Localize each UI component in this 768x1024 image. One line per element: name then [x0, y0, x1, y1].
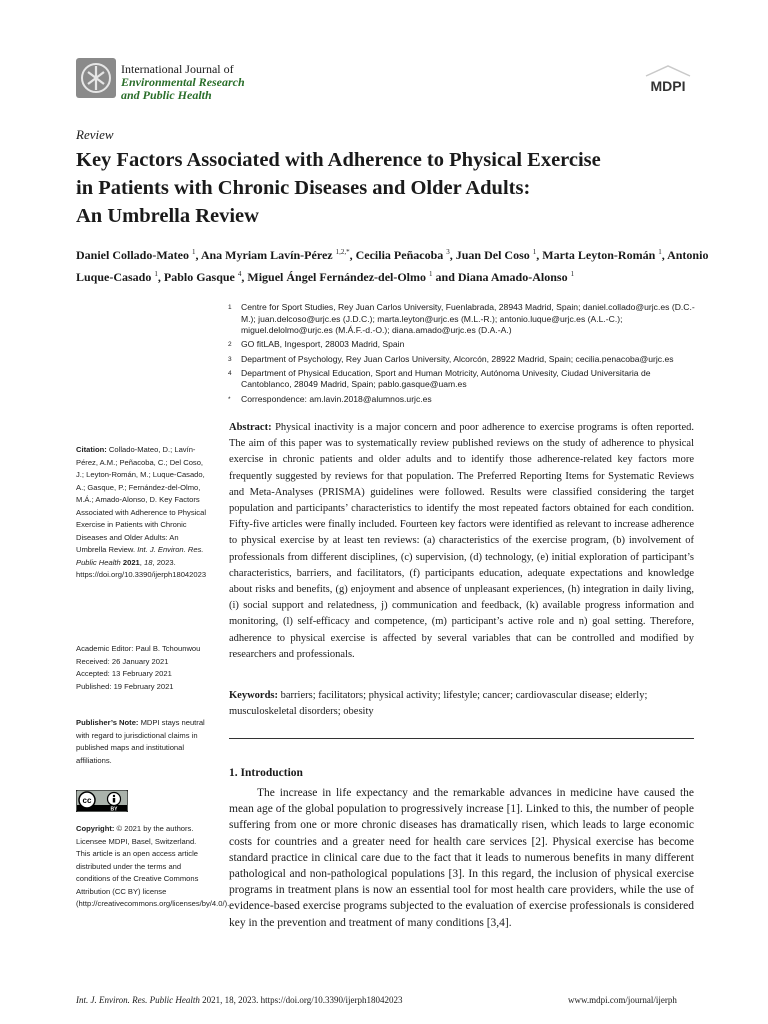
keywords-text: barriers; facilitators; physical activity; lifestyle; cancer; cardiovascular disease; elderly; musculoskeletal disorders; obesity: [229, 690, 648, 718]
footer-doi: 2021, 18, 2023. https://doi.org/10.3390/ijerph18042023: [199, 995, 403, 1005]
keywords-label: Keywords:: [229, 690, 278, 701]
affiliation: [228, 368, 698, 391]
publication-dates: [76, 643, 211, 693]
affiliation-number: 4: [228, 369, 232, 377]
author: Miguel Ángel Fernández-del-Olmo: [247, 270, 427, 284]
abstract-label: Abstract:: [229, 422, 272, 433]
author-affiliation: 1,2,*: [335, 248, 350, 256]
article-type: Review: [76, 127, 114, 142]
abstract-text: Physical inactivity is a major concern and poor adherence to exercise programs is often reported. The aim of this paper was to systematically review published reviews on the study of adherence to physical exercise in chronic patients and older adults and to identify those adherence-related key factors more frequently suggested by reviews for that population. The Preferred Reporting Items for Systematic Reviews and Meta-Analyses (PRISMA) guidelines were followed. Results were classified considering the target population and participants’ characteristics to identify the most repeated factors obtained for each condition. Fifty-five articles were finally included. Fourteen key factors were identified as relevant to increase adherence to physical exercise by at least ten reviews: (a) characteristics of the exercise program, (b) involvement of professionals from different disciplines, (c) supervision, (d) technology, (e) initial exploration of participant’s characteristics, barriers, and facilitators, (f) participants education, adequate expectations and knowledge about risks and benefits, (g) enjoyment and absence of unpleasant experiences, (h) integration in daily living, (i) social support and relatedness, j) communication and feedback, (k) available progress information and monitoring, (l) self-efficacy and competence, (m) participant’s active role and n) goal setting. Therefore, adherence to physical exercise is affected by several variables that can be controlled and modified by researchers and professionals.: [229, 422, 694, 660]
section-divider: [229, 738, 694, 739]
cc-by-label: BY: [110, 806, 118, 812]
affiliation-number: 3: [228, 355, 232, 363]
mdpi-logo: [640, 64, 696, 100]
received-date: Received: 26 January 2021: [76, 656, 169, 666]
author: Marta Leyton-Román: [542, 248, 656, 262]
publishers-note-text: MDPI stays neutral with regard to jurisdictional claims in published maps and institutional affiliations.: [76, 718, 205, 765]
author-affiliation: 3: [446, 248, 450, 256]
cc-by-license-icon[interactable]: [76, 790, 128, 812]
footer-citation: [76, 995, 402, 1005]
author-list: Daniel Collado-Mateo $^1$, Ana Myriam Lavín-Pérez $^{1,2,*}$, Cecilia Peñacoba $^3$, Juan Del Coso $^1$, Marta Leyton-Román $^1$, Antonio Luque-Casado $^1$, Pablo Gasque $^4$, Miguel Ángel Fernández-del-Olmo $^1$ and Diana Amado-Alonso $^1$: [76, 248, 709, 284]
copyright-block: [76, 823, 230, 911]
author: Pablo Gasque: [163, 270, 235, 284]
author: Antonio Luque-Casado: [76, 248, 709, 284]
abstract: [229, 420, 694, 663]
author-affiliation: 1: [658, 248, 662, 256]
affiliation-number: 2: [228, 341, 232, 349]
title-line3: An Umbrella Review: [76, 205, 259, 227]
copyright-label: Copyright:: [76, 824, 115, 833]
affiliation: [228, 394, 698, 406]
author-affiliation: 1: [154, 270, 158, 278]
academic-editor: Academic Editor: Paul B. Tchounwou: [76, 644, 201, 653]
title-line2: in Patients with Chronic Diseases and Older Adults:: [76, 177, 531, 199]
author: Diana Amado-Alonso: [457, 270, 568, 284]
affiliation-text: Department of Psychology, Rey Juan Carlos University, Alcorcón, 28922 Madrid, Spain; cecilia.penacoba@urjc.es: [241, 353, 674, 364]
affiliation-text: Centre for Sport Studies, Rey Juan Carlos University, Fuenlabrada, 28943 Madrid, Spain; daniel.collado@urjc.es (D.C.-M.); juan.delcoso@urjc.es (J.D.C.); marta.leyton@urjc.es (M.L.-R.); antonio.luque@urjc.es (A.L.-C.); miguel.delolmo@urjc.es (M.Á.F.-d.-O.); diana.amado@urjc.es (D.A.-A.): [241, 302, 695, 336]
citation-block: Citation: Collado-Mateo, D.; Lavín-Pérez, A.M.; Peñacoba, C.; Del Coso, J.; Leyton-Román, M.; Luque-Casado, A.; Gasque, P.; Fernández-del-Olmo, M.Á.; Amado-Alonso, D. Key Factors Associated with Adherence to Physical Exercise in Patients with Chronic Diseases and Older Adults: An Umbrella Review. Int. J. Environ. Res. Public Health 2021, 18, 2023. https://doi.org/10.3390/ijerph18042023: [76, 445, 207, 579]
citation-year: 2021: [122, 557, 140, 567]
introduction-paragraph: The increase in life expectancy and the remarkable advances in medicine have caused the mean age of the global population to progressively increase [1]. Linked to this, the number of people suffering from one or more chronic diseases has dramatically risen, which leads to large economic costs for countries and a greater need for health care services [2]. Physical exercise has become standard practice in clinical care due to the fact that it leads to numerous benefits in many different pathological and non-pathological populations [3]. In this regard, the inclusion of physical exercise programs in treatment plans is now an essential tool for most health care providers, while the use of evidence-based exercise programs subjected to the evaluation of exercise professionals is considered key in the prevention and treatment of many conditions [3,4].: [229, 787, 694, 929]
keywords: [229, 688, 694, 720]
citation-volume: 18: [144, 557, 153, 567]
mdpi-logo-text: MDPI: [650, 78, 686, 94]
citation-text: Collado-Mateo, D.; Lavín-Pérez, A.M.; Peñacoba, C.; Del Coso, J.; Leyton-Román, M.; Luque-Casado, A.; Gasque, P.; Fernández-del-Olmo, M.Á.; Amado-Alonso, D. Key Factors Associated with Adherence to Physical Exercise in Patients with Chronic Diseases and Older Adults: An Umbrella Review.: [76, 445, 207, 554]
affiliation: [228, 302, 698, 337]
citation-label: Citation:: [76, 445, 107, 454]
affiliation-number: 1: [228, 304, 232, 311]
correspondence-text: Correspondence: am.lavin.2018@alumnos.urjc.es: [241, 393, 432, 404]
title-line1: Key Factors Associated with Adherence to Physical Exercise: [76, 149, 601, 171]
journal-name-line2: Environmental Research: [121, 75, 245, 89]
affiliation-text: GO fitLAB, Ingesport, 28003 Madrid, Spain: [241, 339, 405, 350]
accepted-date: Accepted: 13 February 2021: [76, 669, 172, 678]
journal-logo: [76, 58, 116, 98]
affiliation: [228, 339, 698, 351]
affiliations: [228, 302, 698, 408]
author: Cecilia Peñacoba: [355, 248, 444, 262]
author-affiliation: 1: [429, 270, 433, 278]
affiliation: [228, 354, 698, 366]
author: Ana Myriam Lavín-Pérez: [200, 248, 333, 262]
published-date: Published: 19 February 2021: [76, 681, 174, 691]
footer-journal-url[interactable]: www.mdpi.com/journal/ijerph: [568, 995, 677, 1005]
copyright-text: © 2021 by the authors. Licensee MDPI, Basel, Switzerland. This article is an open access article distributed under the terms and conditions of the Creative Commons Attribution (CC BY) license (http://creativecommons.org/licenses/by/4.0/).: [76, 824, 230, 908]
article-title: [76, 146, 716, 230]
author-affiliation: 1: [532, 248, 537, 256]
citation-journal: Int. J. Environ. Res. Public Health: [76, 545, 204, 567]
affiliation-number: *: [228, 395, 231, 403]
author: Daniel Collado-Mateo: [76, 248, 189, 262]
journal-name-line3: and Public Health: [121, 88, 212, 102]
author: Juan Del Coso: [455, 248, 530, 262]
citation-doi: , 2023. https://doi.org/10.3390/ijerph18042023: [76, 557, 207, 579]
footer-journal: Int. J. Environ. Res. Public Health: [76, 995, 200, 1005]
author-affiliation: 1: [570, 270, 575, 278]
publishers-note: [76, 717, 211, 767]
journal-name-line1: International Journal of: [121, 62, 234, 76]
journal-name: [121, 63, 245, 102]
affiliation-text: Department of Physical Education, Sport and Human Motricity, Autónoma Univesity, Ciudad Universitaria de Cantoblanco, 28049 Madrid, Spain; pablo.gasque@uam.es: [241, 367, 651, 390]
svg-text:cc: cc: [82, 796, 92, 805]
section-heading: 1. Introduction: [229, 767, 303, 779]
publishers-note-label: Publisher’s Note:: [76, 718, 139, 727]
author-affiliation: 4: [237, 270, 242, 278]
author-affiliation: 1: [192, 248, 196, 256]
